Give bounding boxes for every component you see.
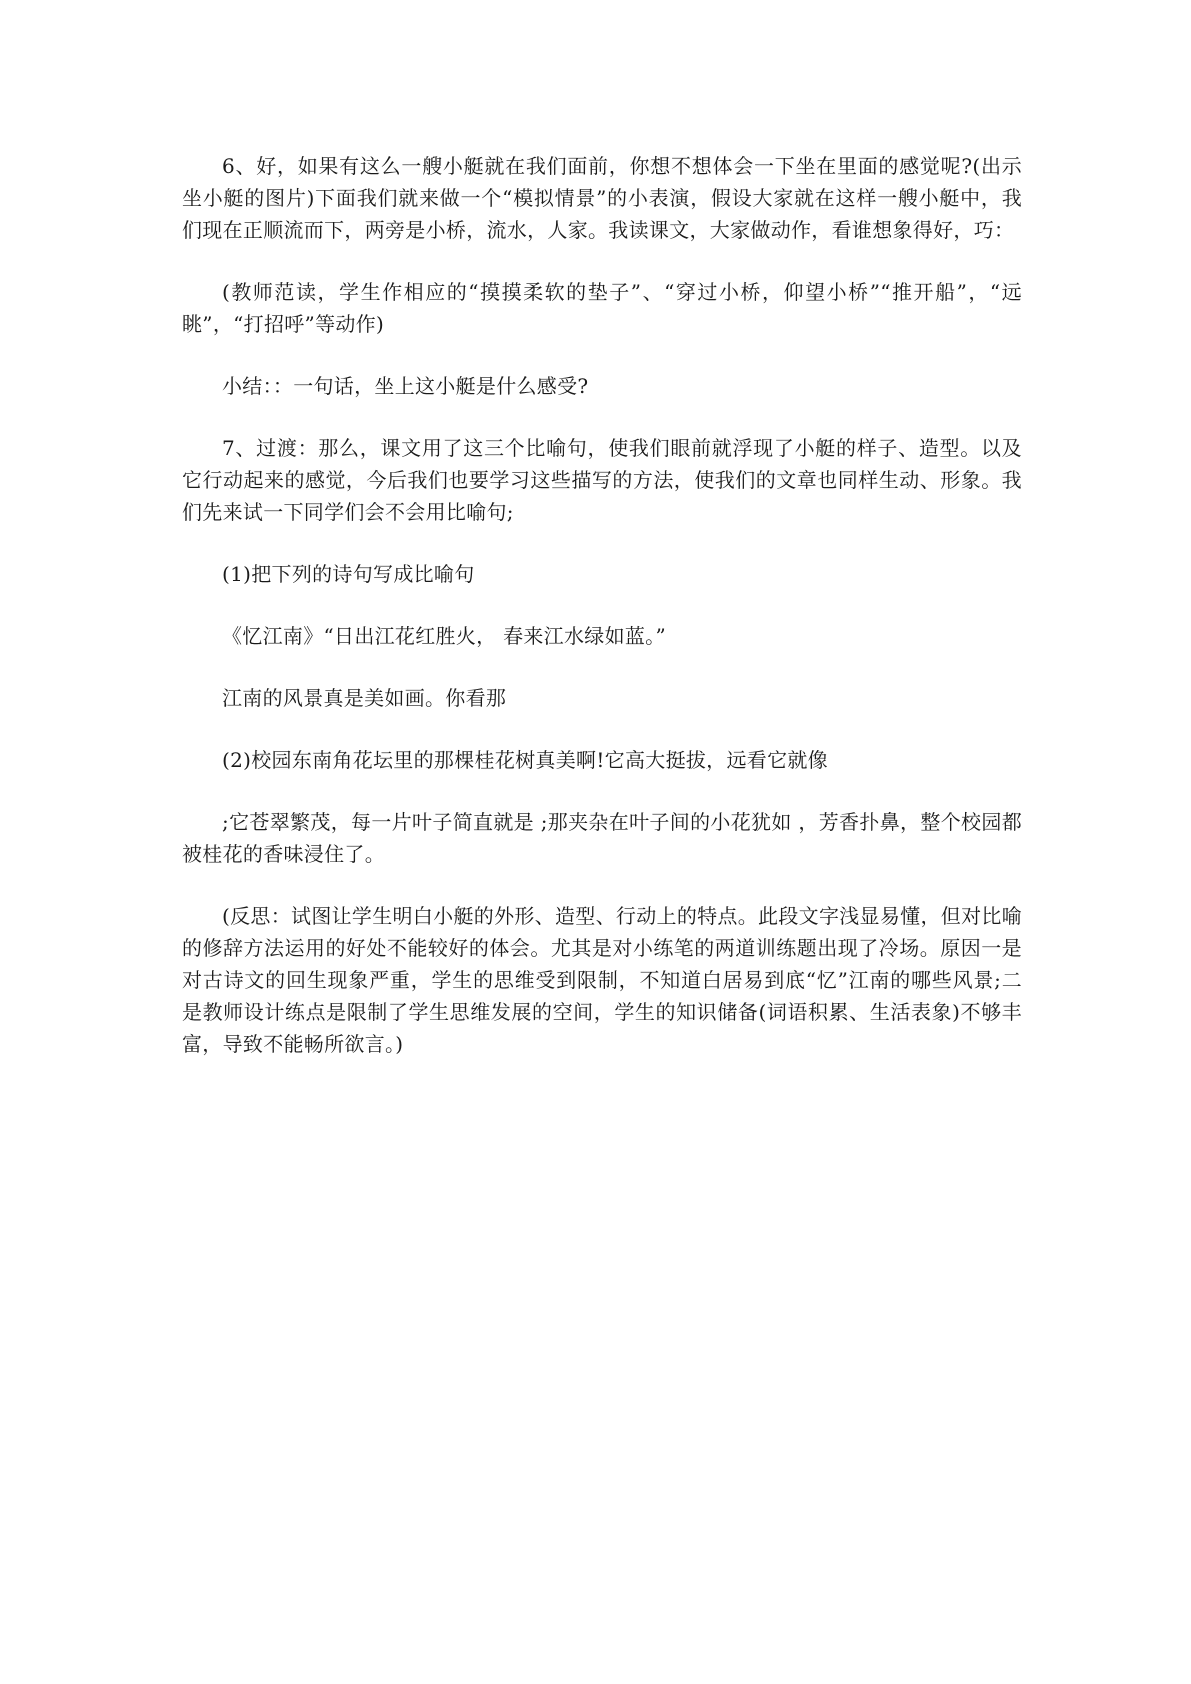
paragraph-jiangnan: 江南的风景真是美如画。你看那 — [222, 686, 507, 710]
paragraph-poem: 《忆江南》“日出江花红胜火， 春来江水绿如蓝。” — [222, 624, 667, 648]
paragraph-reflection: (反思：试图让学生明白小艇的外形、造型、行动上的特点。此段文字浅显易懂，但对比喻的修辞方法运用的好处不能较好的体会。尤其是对小练笔的两道训练题出现了冷场。原因一是对古诗文的回生现象严重，学生的思维受到限制，不知道白居易到底“忆”江南的哪些风景;二是教师设计练点是限制了学生思维发展的空间，学生的知识储备(词语积累、生活表象)不够丰富，导致不能畅所欲言。) — [182, 904, 1022, 1056]
paragraph-step-7: 7、过渡：那么，课文用了这三个比喻句，使我们眼前就浮现了小艇的样子、造型。以及它行动起来的感觉，今后我们也要学习这些描写的方法，使我们的文章也同样生动、形象。我们先来试一下同学们会不会用比喻句; — [182, 436, 1022, 524]
paragraph-exercise-1: (1)把下列的诗句写成比喻句 — [222, 562, 475, 586]
paragraph-step-6: 6、好，如果有这么一艘小艇就在我们面前，你想不想体会一下坐在里面的感觉呢?(出示坐小艇的图片)下面我们就来做一个“模拟情景”的小表演，假设大家就在这样一艘小艇中，我们现在正顺流而下，两旁是小桥，流水，人家。我读课文，大家做动作，看谁想象得好，巧： — [182, 154, 1022, 242]
paragraph-exercise-2: (2)校园东南角花坛里的那棵桂花树真美啊!它高大挺拔，远看它就像 — [222, 748, 828, 772]
paragraph-osmanthus: ;它苍翠繁茂，每一片叶子简直就是 ;那夹杂在叶子间的小花犹如 ，芳香扑鼻，整个校园都被桂花的香味浸住了。 — [182, 810, 1022, 866]
document-body — [182, 150, 1022, 1090]
paragraph-teacher-reading: (教师范读，学生作相应的“摸摸柔软的垫子”、“穿过小桥，仰望小桥”“推开船”，“远眺”，“打招呼”等动作) — [182, 280, 1022, 336]
paragraph-summary: 小结：：一句话，坐上这小艇是什么感受? — [222, 374, 589, 398]
